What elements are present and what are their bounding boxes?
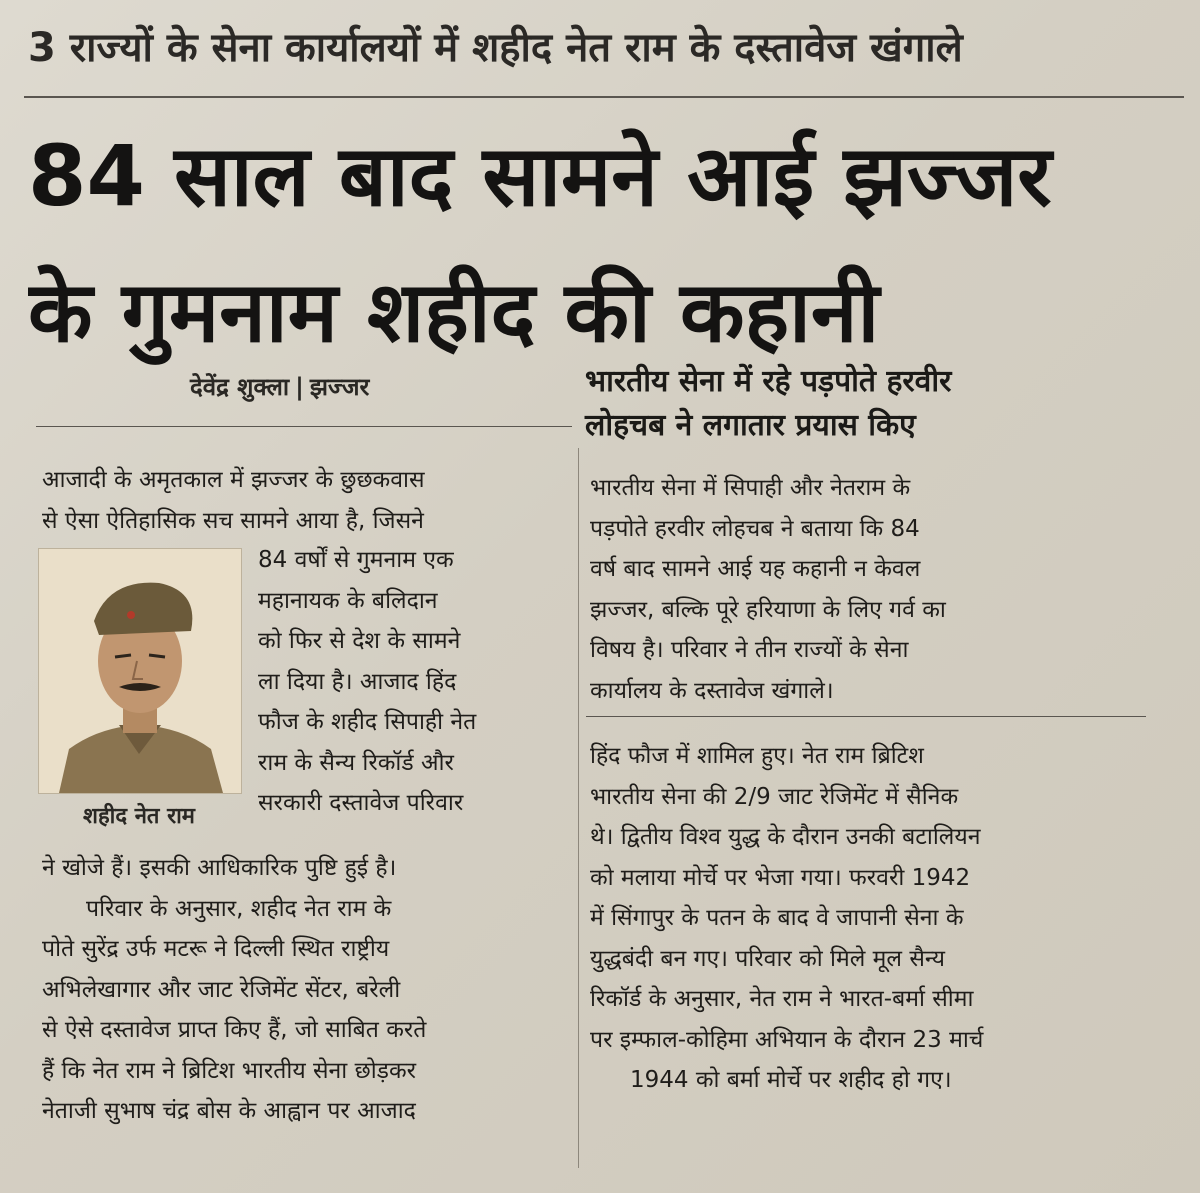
- text-line: 1944 को बर्मा मोर्चे पर शहीद हो गए।: [630, 1067, 952, 1093]
- text-line: को मलाया मोर्चे पर भेजा गया। फरवरी 1942: [590, 864, 971, 891]
- byline-rule: [36, 426, 572, 427]
- photo-caption: शहीद नेत राम: [83, 804, 195, 829]
- top-rule: [24, 96, 1184, 98]
- text-line: हैं कि नेत राम ने ब्रिटिश भारतीय सेना छोड़कर: [42, 1057, 417, 1084]
- text-line: झज्जर, बल्कि पूरे हरियाणा के लिए गर्व का: [590, 596, 946, 623]
- subhead-line-2: लोहचब ने लगातार प्रयास किए: [585, 408, 916, 443]
- text-line: से ऐसा ऐतिहासिक सच सामने आया है, जिसने: [42, 507, 424, 534]
- text-line: राम के सैन्य रिकॉर्ड और: [258, 749, 454, 776]
- right-column-rule: [586, 716, 1146, 717]
- text-line: ने खोजे हैं। इसकी आधिकारिक पुष्टि हुई है।: [42, 855, 397, 881]
- text-line: 84 वर्षों से गुमनाम एक: [258, 547, 454, 573]
- text-line: पर इम्फाल-कोहिमा अभियान के दौरान 23 मार्च: [590, 1026, 984, 1053]
- soldier-portrait-illustration: [39, 549, 241, 793]
- text-line: को फिर से देश के सामने: [258, 628, 461, 654]
- byline-author: देवेंद्र शुक्ला: [190, 373, 290, 401]
- text-line: युद्धबंदी बन गए। परिवार को मिले मूल सैन्य: [590, 945, 946, 972]
- text-line: कार्यालय के दस्तावेज खंगाले।: [590, 677, 834, 704]
- text-line: परिवार के अनुसार, शहीद नेत राम के: [86, 895, 392, 922]
- byline: [190, 370, 369, 403]
- text-line: विषय है। परिवार ने तीन राज्यों के सेना: [590, 637, 909, 663]
- subheading: [585, 360, 1145, 448]
- left-column-body: [42, 848, 582, 1132]
- text-line: भारतीय सेना की 2/9 जाट रेजिमेंट में सैनिक: [590, 783, 959, 810]
- text-line: नेताजी सुभाष चंद्र बोस के आह्वान पर आजाद: [42, 1098, 416, 1124]
- text-line: सरकारी दस्तावेज परिवार: [258, 790, 464, 816]
- text-line: पोते सुरेंद्र उर्फ मटरू ने दिल्ली स्थित राष्ट्रीय: [42, 936, 390, 962]
- left-column-intro: [42, 460, 582, 541]
- text-line: हिंद फौज में शामिल हुए। नेत राम ब्रिटिश: [590, 743, 924, 769]
- headline: [28, 108, 1178, 380]
- kicker-line: 3 राज्यों के सेना कार्यालयों में शहीद नेत राम के दस्तावेज खंगाले: [28, 25, 963, 71]
- text-line: महानायक के बलिदान: [258, 587, 438, 614]
- text-line: में सिंगापुर के पतन के बाद वे जापानी सेना के: [590, 905, 964, 931]
- byline-separator: |: [295, 373, 304, 401]
- text-line: वर्ष बाद सामने आई यह कहानी न केवल: [590, 556, 921, 582]
- text-line: आजादी के अमृतकाल में झज्जर के छुछकवास: [42, 467, 425, 493]
- headline-line-1: 84 साल बाद सामने आई झज्जर: [28, 127, 1052, 225]
- subhead-line-1: भारतीय सेना में रहे पड़पोते हरवीर: [585, 364, 952, 399]
- text-line: अभिलेखागार और जाट रेजिमेंट सेंटर, बरेली: [42, 976, 401, 1003]
- byline-place: झज्जर: [309, 373, 370, 401]
- left-column-wrap: [258, 540, 578, 824]
- right-column-body: [590, 736, 1150, 1101]
- text-line: ला दिया है। आजाद हिंद: [258, 668, 457, 695]
- right-column-intro: [590, 468, 1150, 711]
- headline-line-2: के गुमनाम शहीद की कहानी: [28, 263, 880, 361]
- text-line: फौज के शहीद सिपाही नेत: [258, 709, 477, 735]
- portrait-photo: [38, 548, 242, 794]
- text-line: भारतीय सेना में सिपाही और नेतराम के: [590, 475, 911, 501]
- text-line: पड़पोते हरवीर लोहचब ने बताया कि 84: [590, 515, 920, 542]
- text-line: रिकॉर्ड के अनुसार, नेत राम ने भारत-बर्मा सीमा: [590, 986, 974, 1012]
- text-line: थे। द्वितीय विश्व युद्ध के दौरान उनकी बटालियन: [590, 824, 981, 850]
- text-line: से ऐसे दस्तावेज प्राप्त किए हैं, जो साबित करते: [42, 1017, 427, 1043]
